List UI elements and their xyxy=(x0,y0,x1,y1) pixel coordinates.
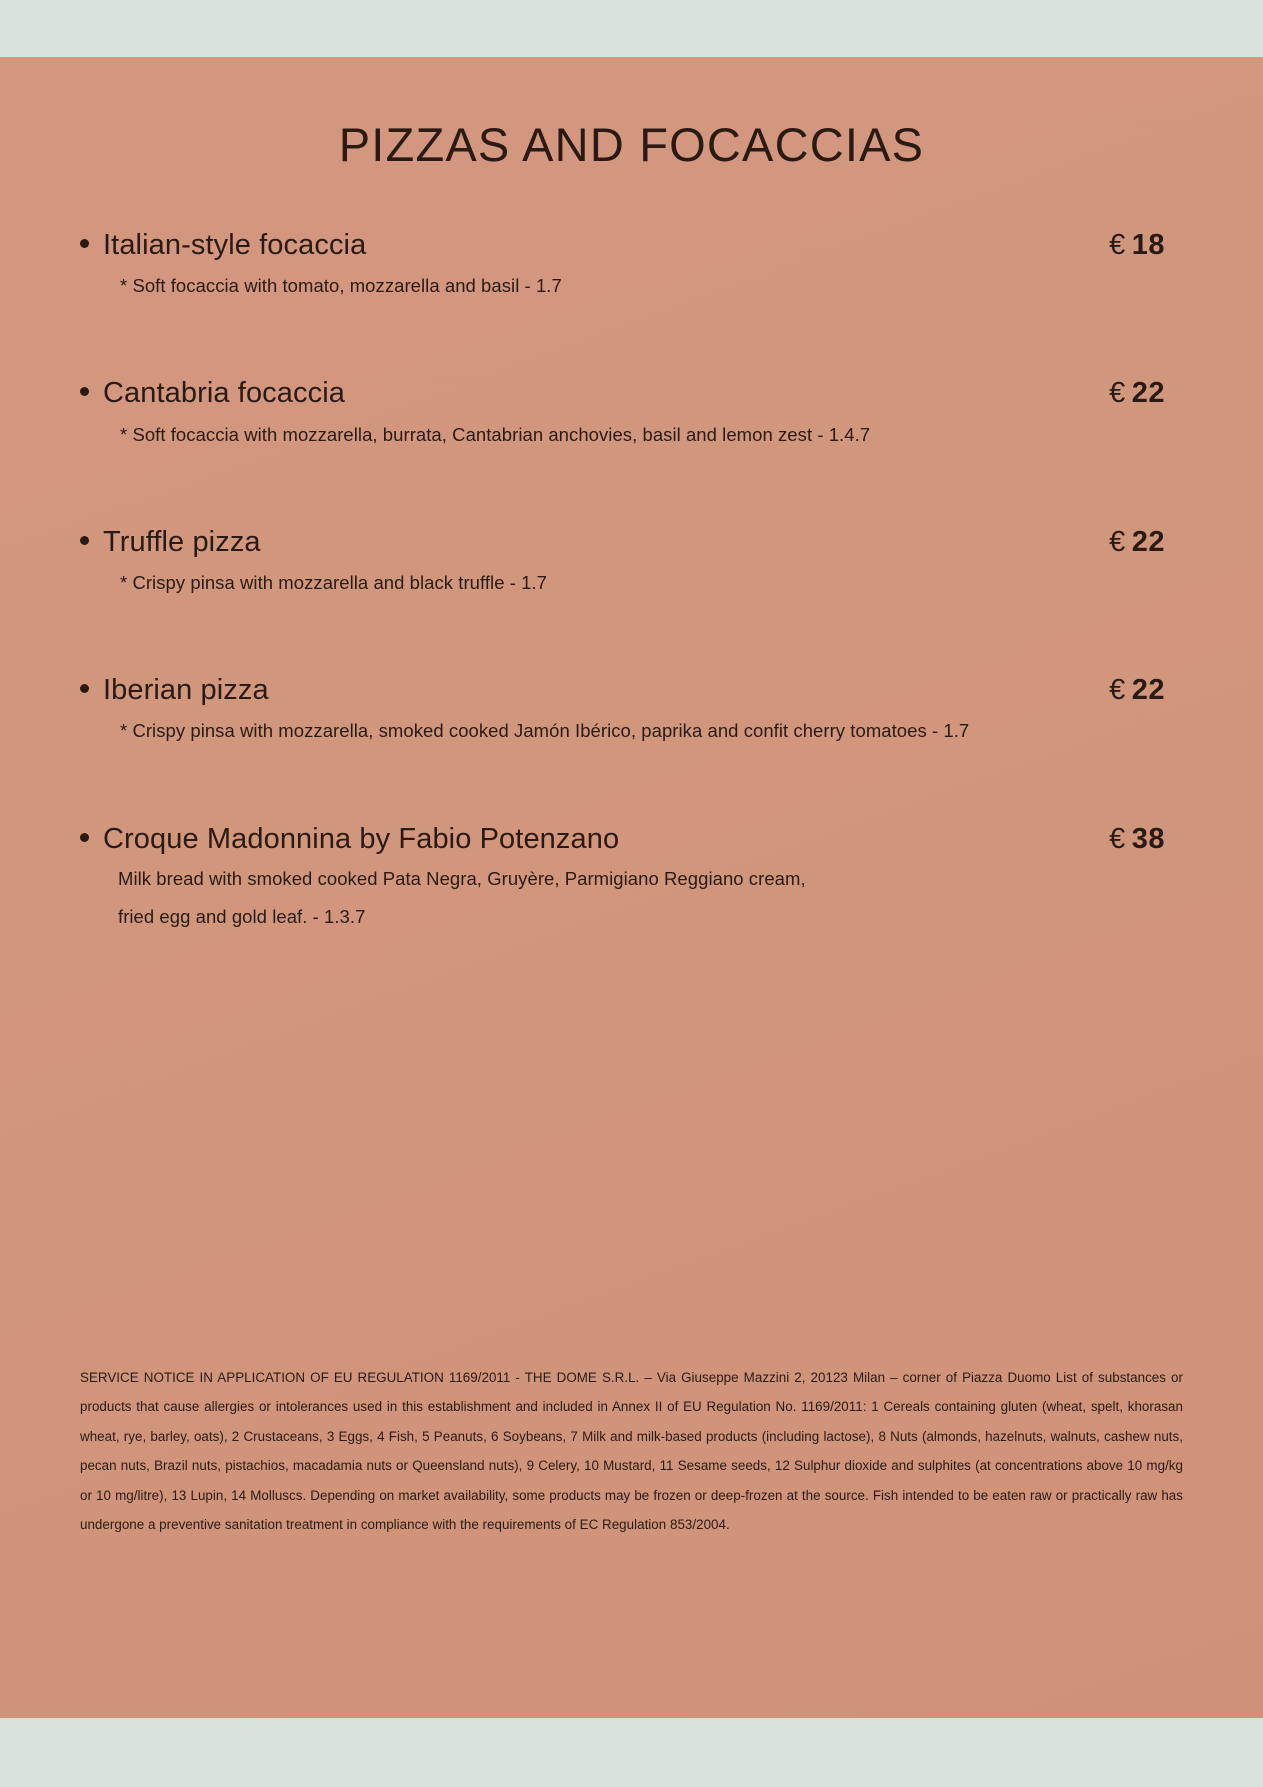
menu-item-description xyxy=(80,713,1183,748)
menu-item xyxy=(80,674,1183,748)
price-value: 38 xyxy=(1131,822,1165,855)
menu-item xyxy=(80,526,1183,600)
currency-symbol: € xyxy=(1109,525,1126,558)
bullet-icon xyxy=(80,833,89,842)
menu-item-name: Cantabria focaccia xyxy=(103,377,345,410)
price-value: 22 xyxy=(1131,674,1165,707)
bullet-icon xyxy=(80,387,89,396)
menu-item xyxy=(80,377,1183,451)
menu-item xyxy=(80,229,1183,303)
description-line: * Soft focaccia with mozzarella, burrata, Cantabrian anchovies, basil and lemon zest - 1.4.7 xyxy=(120,423,871,445)
menu-item-name: Truffle pizza xyxy=(103,525,261,558)
description-line: * Crispy pinsa with mozzarella and black truffle - 1.7 xyxy=(120,572,548,593)
price-value: 18 xyxy=(1131,228,1165,261)
menu-item-price xyxy=(1109,377,1183,410)
menu-item xyxy=(80,823,1183,936)
menu-item-price xyxy=(1109,823,1183,856)
allergen-legal-notice: SERVICE NOTICE IN APPLICATION OF EU REGULATION 1169/2011 - THE DOME S.R.L. – Via Giuseppe Mazzini 2, 20123 Milan – corner of Piazza Duomo List of substances or products that cause allergies or intolerances used in this establishment and included in Annex II of EU Regulation No. 1169/2011: 1 Cereals containing gluten (wheat, spelt, khorasan wheat, rye, barley, oats), 2 Crustaceans, 3 Eggs, 4 Fish, 5 Peanuts, 6 Soybeans, 7 Milk and milk-based products (including lactose), 8 Nuts (almonds, hazelnuts, walnuts, cashew nuts, pecan nuts, Brazil nuts, pistachios, macadamia nuts or Queensland nuts), 9 Celery, 10 Mustard, 11 Sesame seeds, 12 Sulphur dioxide and sulphites (at concentrations above 10 mg/kg or 10 mg/litre), 13 Lupin, 14 Molluscs. Depending on market availability, some products may be frozen or deep-frozen at the source. Fish intended to be eaten raw or practically raw has undergone a preventive sanitation treatment in compliance with the requirements of EC Regulation 853/2004. xyxy=(80,1370,1183,1533)
bullet-icon xyxy=(80,239,89,248)
menu-item-description xyxy=(80,268,1183,303)
description-line: * Crispy pinsa with mozzarella, smoked cooked Jamón Ibérico, paprika and confit cherry tomatoes - 1.7 xyxy=(120,720,970,742)
currency-symbol: € xyxy=(1109,377,1126,410)
menu-item-price xyxy=(1109,526,1183,559)
currency-symbol: € xyxy=(1109,228,1126,261)
menu-item-name: Croque Madonnina by Fabio Potenzano xyxy=(103,822,620,855)
description-line: * Soft focaccia with tomato, mozzarella and basil - 1.7 xyxy=(120,275,562,297)
price-value: 22 xyxy=(1131,377,1165,410)
description-line: Milk bread with smoked cooked Pata Negra, Gruyère, Parmigiano Reggiano cream, xyxy=(118,867,806,889)
menu-item-name: Italian-style focaccia xyxy=(103,228,367,261)
currency-symbol: € xyxy=(1109,674,1126,707)
menu-item-description xyxy=(80,417,1183,452)
menu-item-description xyxy=(80,860,1183,936)
menu-item-description xyxy=(80,565,1183,600)
menu-card xyxy=(0,57,1263,1718)
bullet-icon xyxy=(80,684,89,693)
menu-item-list xyxy=(80,229,1183,936)
menu-item-price xyxy=(1109,229,1183,262)
menu-item-name: Iberian pizza xyxy=(103,674,269,707)
price-value: 22 xyxy=(1131,525,1165,558)
page-title: PIZZAS AND FOCACCIAS xyxy=(338,118,925,171)
description-line: fried egg and gold leaf. - 1.3.7 xyxy=(118,905,366,927)
currency-symbol: € xyxy=(1109,822,1126,855)
bullet-icon xyxy=(80,536,89,545)
menu-item-price xyxy=(1109,674,1183,707)
